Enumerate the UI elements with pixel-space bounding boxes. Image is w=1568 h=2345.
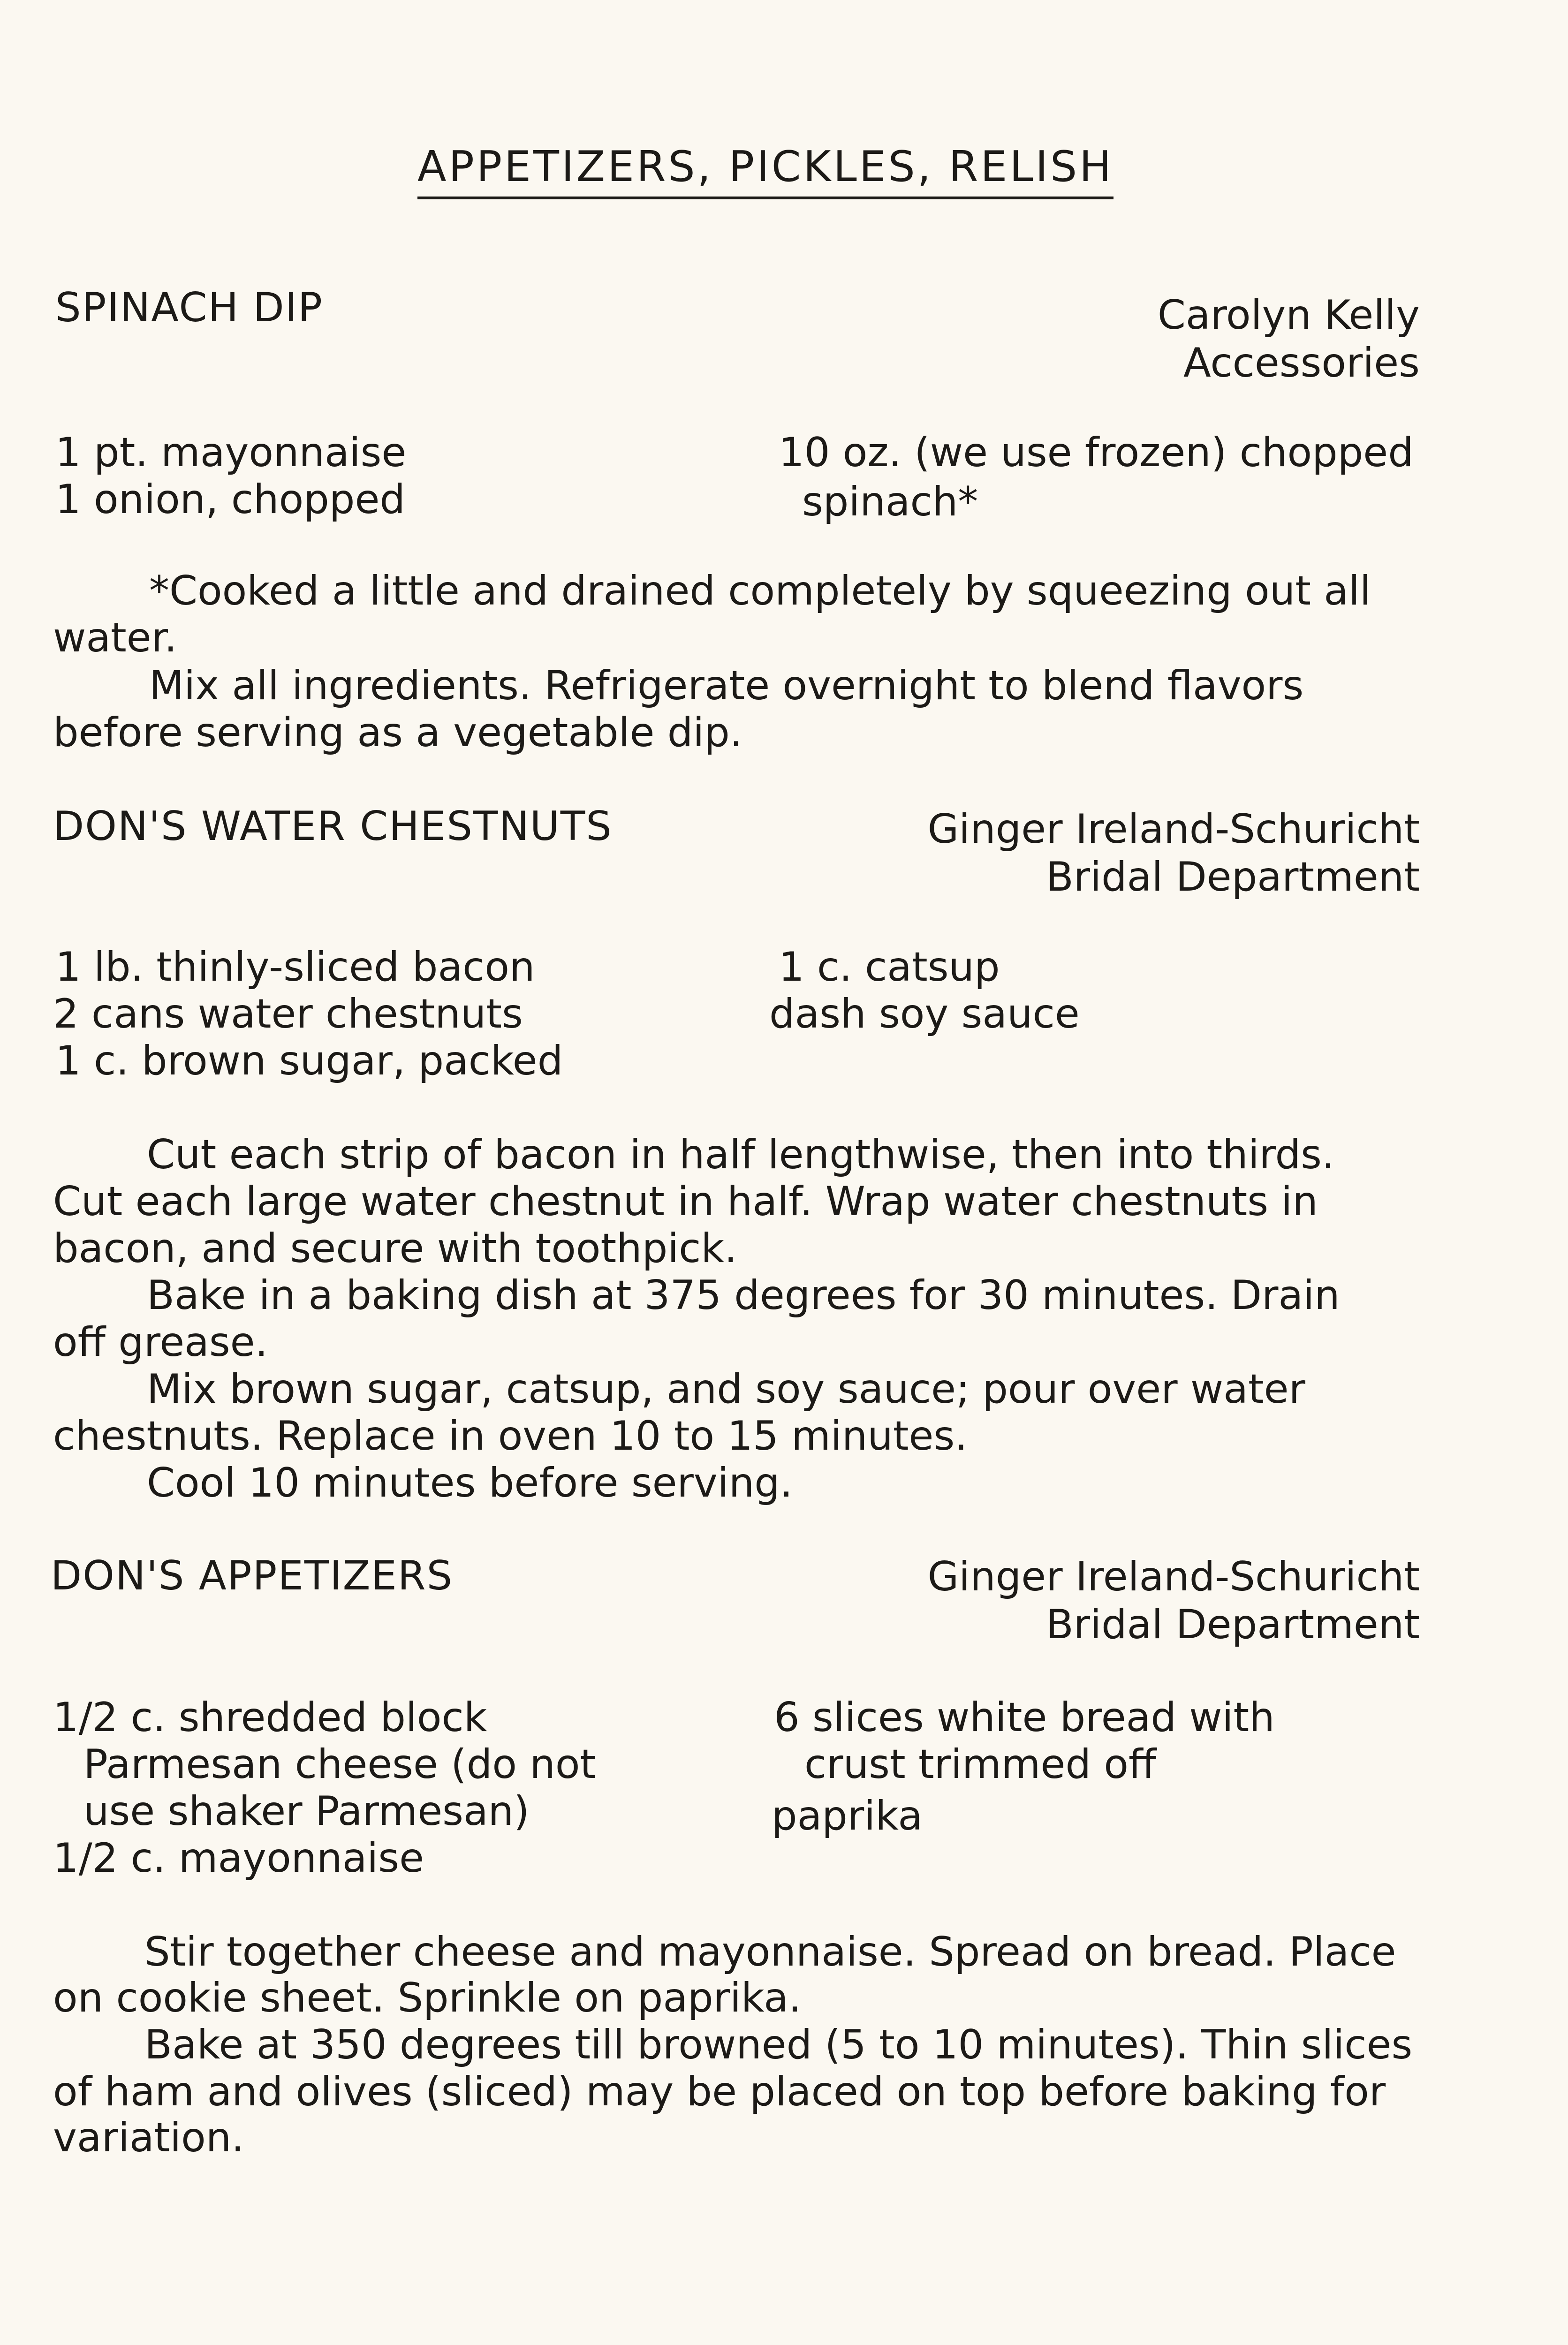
recipe-contributor-name: Carolyn Kelly [1157, 292, 1420, 339]
direction-line: of ham and olives (sliced) may be placed on top before baking for [53, 2068, 1386, 2115]
direction-line: *Cooked a little and drained completely by squeezing out all [149, 567, 1371, 614]
direction-line: off grease. [53, 1319, 268, 1366]
ingredient: paprika [772, 1793, 923, 1839]
ingredient: 1/2 c. shredded block [53, 1694, 487, 1741]
ingredient: 1 c. brown sugar, packed [55, 1037, 563, 1084]
direction-line: Cut each strip of bacon in half lengthwise, then into thirds. [147, 1131, 1335, 1178]
direction-line: Cool 10 minutes before serving. [147, 1460, 793, 1506]
ingredient: use shaker Parmesan) [83, 1788, 530, 1835]
ingredient: 1 pt. mayonnaise [55, 429, 407, 476]
recipe-title: DON'S WATER CHESTNUTS [53, 803, 613, 850]
ingredient: dash soy sauce [769, 991, 1080, 1037]
recipe-contributor-department: Bridal Department [1045, 1601, 1420, 1648]
ingredient: 1 lb. thinly-sliced bacon [55, 944, 535, 991]
recipe-contributor-department: Bridal Department [1045, 854, 1420, 900]
direction-line: chestnuts. Replace in oven 10 to 15 minutes. [53, 1413, 968, 1460]
ingredient: spinach* [802, 478, 978, 525]
direction-line: water. [53, 614, 177, 661]
direction-line: variation. [53, 2114, 244, 2161]
ingredient: 10 oz. (we use frozen) chopped [779, 429, 1414, 476]
recipe-title: DON'S APPETIZERS [51, 1552, 454, 1599]
direction-line: bacon, and secure with toothpick. [53, 1225, 737, 1272]
ingredient: 6 slices white bread with [774, 1694, 1275, 1741]
recipe-contributor-department: Accessories [1183, 340, 1420, 386]
recipe-title: SPINACH DIP [55, 284, 323, 331]
direction-line: Mix brown sugar, catsup, and soy sauce; pour over water [147, 1366, 1305, 1413]
direction-line: before serving as a vegetable dip. [53, 709, 743, 756]
direction-line: Mix all ingredients. Refrigerate overnight to blend flavors [149, 662, 1304, 709]
recipe-contributor-name: Ginger Ireland-Schuricht [927, 1553, 1420, 1600]
ingredient: 1 onion, chopped [55, 476, 405, 523]
direction-line: Bake at 350 degrees till browned (5 to 10 minutes). Thin slices [144, 2021, 1413, 2068]
recipe-contributor-name: Ginger Ireland-Schuricht [927, 806, 1420, 853]
ingredient: Parmesan cheese (do not [83, 1741, 596, 1788]
direction-line: on cookie sheet. Sprinkle on paprika. [53, 1974, 802, 2021]
page-title: APPETIZERS, PICKLES, RELISH [417, 144, 1114, 199]
direction-line: Bake in a baking dish at 375 degrees for 30 minutes. Drain [147, 1272, 1340, 1319]
ingredient: 1/2 c. mayonnaise [53, 1835, 424, 1882]
ingredient: 1 c. catsup [779, 944, 1000, 991]
ingredient: crust trimmed off [804, 1741, 1157, 1788]
direction-line: Stir together cheese and mayonnaise. Spread on bread. Place [144, 1929, 1396, 1975]
direction-line: Cut each large water chestnut in half. Wrap water chestnuts in [53, 1178, 1318, 1225]
ingredient: 2 cans water chestnuts [53, 991, 523, 1037]
